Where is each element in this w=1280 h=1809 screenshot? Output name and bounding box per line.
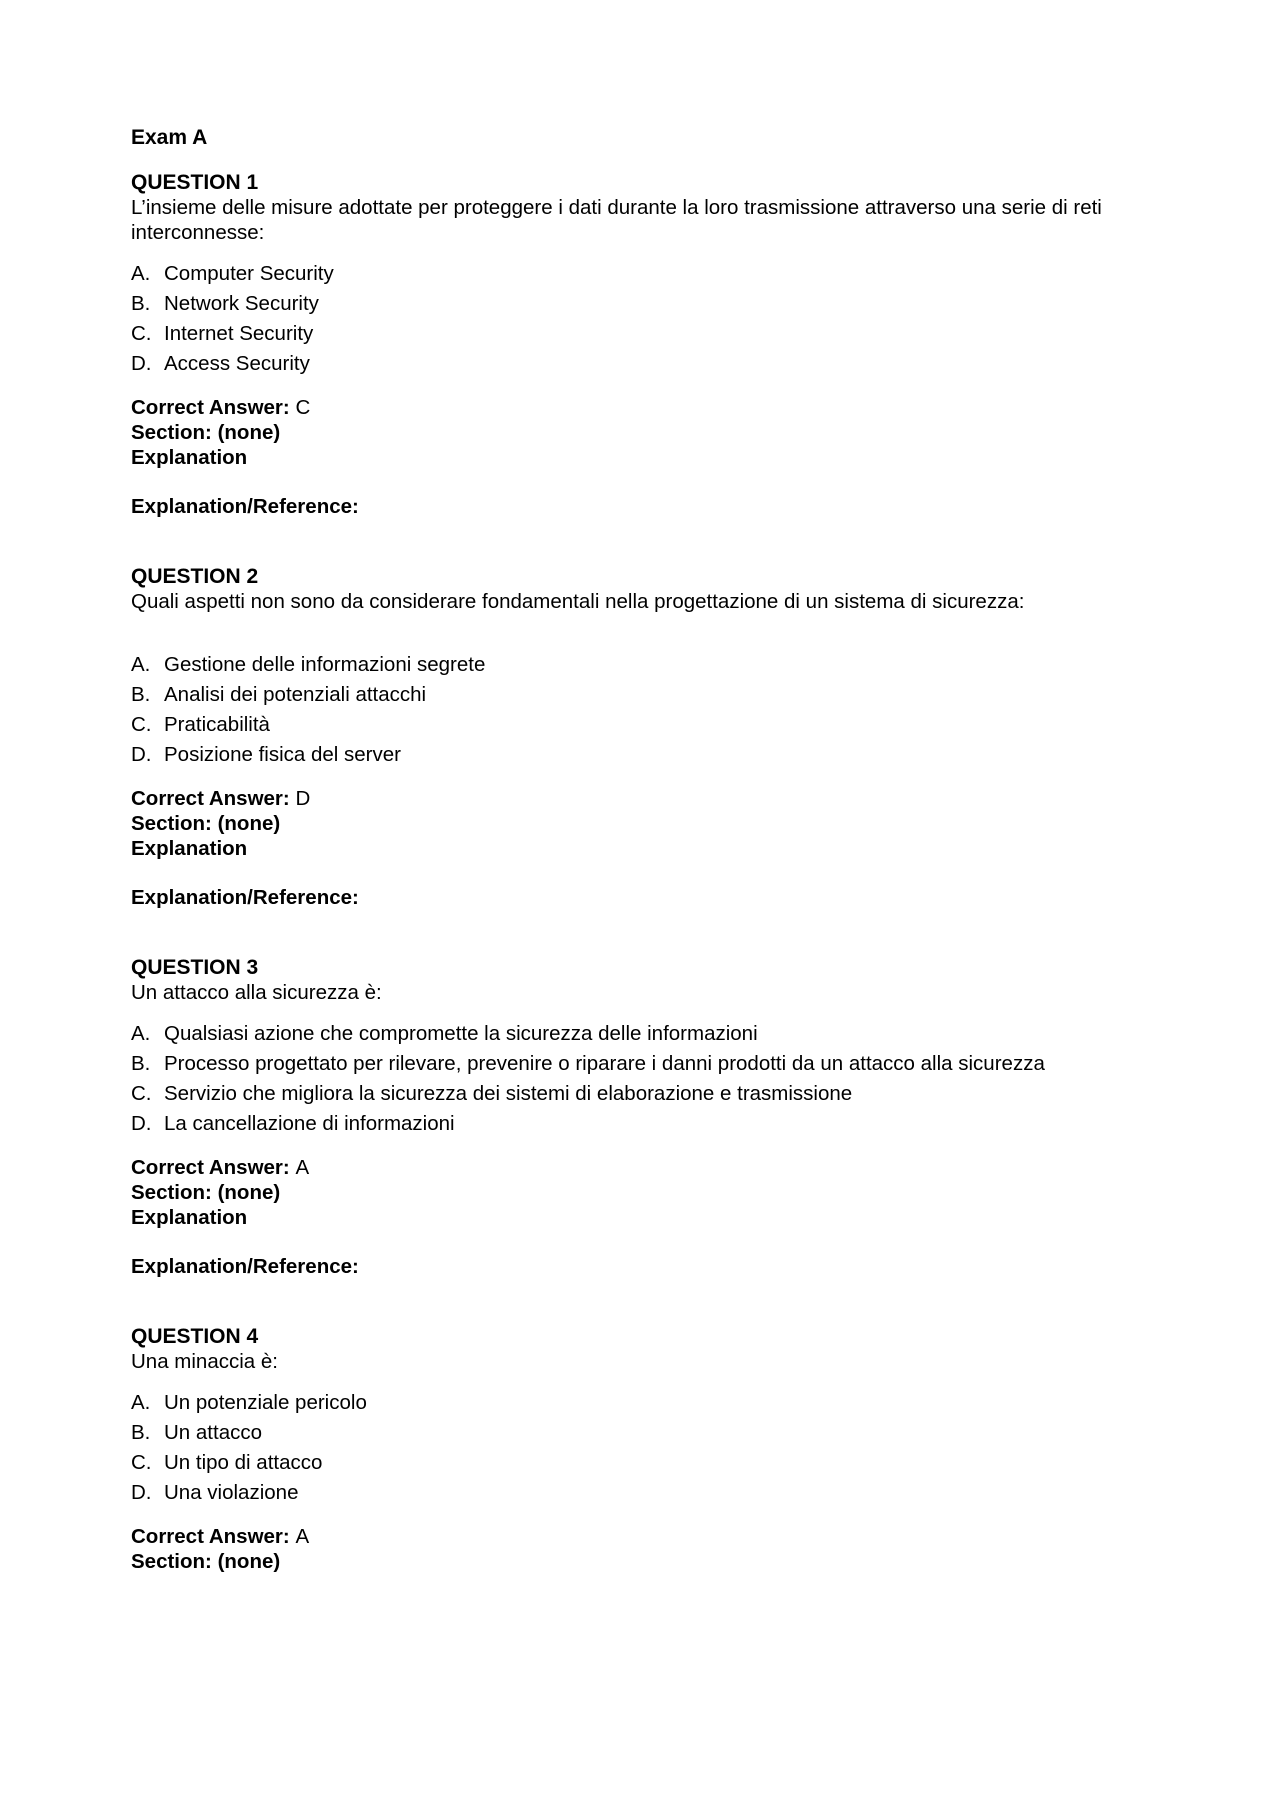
option-list (131, 259, 1171, 379)
option-text: Gestione delle informazioni segrete (164, 653, 486, 676)
option-text: Qualsiasi azione che compromette la sicurezza delle informazioni (164, 1022, 758, 1045)
section (131, 811, 1171, 836)
question-2 (131, 565, 1171, 910)
question-1 (131, 171, 1171, 519)
correct-answer-label: Correct Answer: (131, 1156, 290, 1179)
exam-title: Exam A (131, 126, 208, 149)
section-value: (none) (217, 1550, 281, 1573)
option-letter: A. (131, 262, 151, 285)
question-text: Quali aspetti non sono da considerare fondamentali nella progettazione di un sistema di sicurezza: (131, 590, 1025, 613)
option-list (131, 1019, 1171, 1139)
option-letter: B. (131, 1052, 151, 1075)
section-value: (none) (217, 1181, 281, 1204)
option-letter: C. (131, 1451, 152, 1474)
option-text: Un potenziale pericolo (164, 1391, 367, 1414)
option-d (131, 740, 1171, 770)
option-letter: A. (131, 653, 151, 676)
section (131, 1549, 1171, 1574)
question-4 (131, 1325, 1171, 1574)
question-title: QUESTION 1 (131, 171, 259, 194)
correct-answer (131, 395, 1171, 420)
section (131, 420, 1171, 445)
option-a (131, 1019, 1171, 1049)
section-value: (none) (217, 812, 281, 835)
option-d (131, 349, 1171, 379)
option-letter: B. (131, 683, 151, 706)
option-text: Network Security (164, 292, 319, 315)
option-text: Computer Security (164, 262, 334, 285)
explanation-heading: Explanation (131, 1206, 248, 1229)
page-content (131, 124, 1171, 1574)
option-letter: D. (131, 352, 152, 375)
option-letter: C. (131, 322, 152, 345)
option-letter: D. (131, 1481, 152, 1504)
option-letter: B. (131, 1421, 151, 1444)
question-text: L’insieme delle misure adottate per proteggere i dati durante la loro trasmissione attraverso una serie di reti interconnesse: (131, 196, 1102, 244)
option-text: Access Security (164, 352, 310, 375)
explanation-reference: Explanation/Reference: (131, 886, 359, 909)
option-letter: D. (131, 743, 152, 766)
correct-answer-label: Correct Answer: (131, 787, 290, 810)
option-a (131, 1388, 1171, 1418)
option-text: Processo progettato per rilevare, prevenire o riparare i danni prodotti da un attacco alla sicurezza (164, 1052, 1045, 1075)
section-label: Section: (131, 812, 212, 835)
option-letter: A. (131, 1022, 151, 1045)
option-letter: C. (131, 1082, 152, 1105)
question-text: Un attacco alla sicurezza è: (131, 981, 382, 1004)
correct-answer-value: D (295, 787, 311, 810)
option-c (131, 319, 1171, 349)
question-title: QUESTION 2 (131, 565, 259, 588)
correct-answer (131, 786, 1171, 811)
option-b (131, 680, 1171, 710)
correct-answer-label: Correct Answer: (131, 1525, 290, 1548)
option-text: Un attacco (164, 1421, 262, 1444)
correct-answer (131, 1155, 1171, 1180)
question-3 (131, 956, 1171, 1279)
option-b (131, 1418, 1171, 1448)
correct-answer-value: A (295, 1525, 310, 1548)
option-text: Analisi dei potenziali attacchi (164, 683, 427, 706)
section-label: Section: (131, 421, 212, 444)
option-text: Una violazione (164, 1481, 299, 1504)
correct-answer-label: Correct Answer: (131, 396, 290, 419)
option-list (131, 650, 1171, 770)
section-value: (none) (217, 421, 281, 444)
option-letter: D. (131, 1112, 152, 1135)
option-text: Internet Security (164, 322, 314, 345)
option-b (131, 289, 1171, 319)
section (131, 1180, 1171, 1205)
question-text: Una minaccia è: (131, 1350, 278, 1373)
option-c (131, 1079, 1171, 1109)
option-d (131, 1109, 1171, 1139)
section-label: Section: (131, 1181, 212, 1204)
option-c (131, 710, 1171, 740)
explanation-heading: Explanation (131, 446, 248, 469)
section-label: Section: (131, 1550, 212, 1573)
option-text: La cancellazione di informazioni (164, 1112, 455, 1135)
option-b (131, 1049, 1171, 1079)
option-letter: A. (131, 1391, 151, 1414)
explanation-heading: Explanation (131, 837, 248, 860)
question-title: QUESTION 3 (131, 956, 259, 979)
option-list (131, 1388, 1171, 1508)
option-text: Praticabilità (164, 713, 270, 736)
option-a (131, 650, 1171, 680)
option-letter: B. (131, 292, 151, 315)
option-text: Servizio che migliora la sicurezza dei sistemi di elaborazione e trasmissione (164, 1082, 853, 1105)
option-text: Un tipo di attacco (164, 1451, 323, 1474)
option-a (131, 259, 1171, 289)
explanation-reference: Explanation/Reference: (131, 1255, 359, 1278)
option-letter: C. (131, 713, 152, 736)
option-c (131, 1448, 1171, 1478)
option-text: Posizione fisica del server (164, 743, 401, 766)
option-d (131, 1478, 1171, 1508)
correct-answer (131, 1524, 1171, 1549)
question-title: QUESTION 4 (131, 1325, 259, 1348)
correct-answer-value: A (295, 1156, 310, 1179)
correct-answer-value: C (295, 396, 311, 419)
explanation-reference: Explanation/Reference: (131, 495, 359, 518)
